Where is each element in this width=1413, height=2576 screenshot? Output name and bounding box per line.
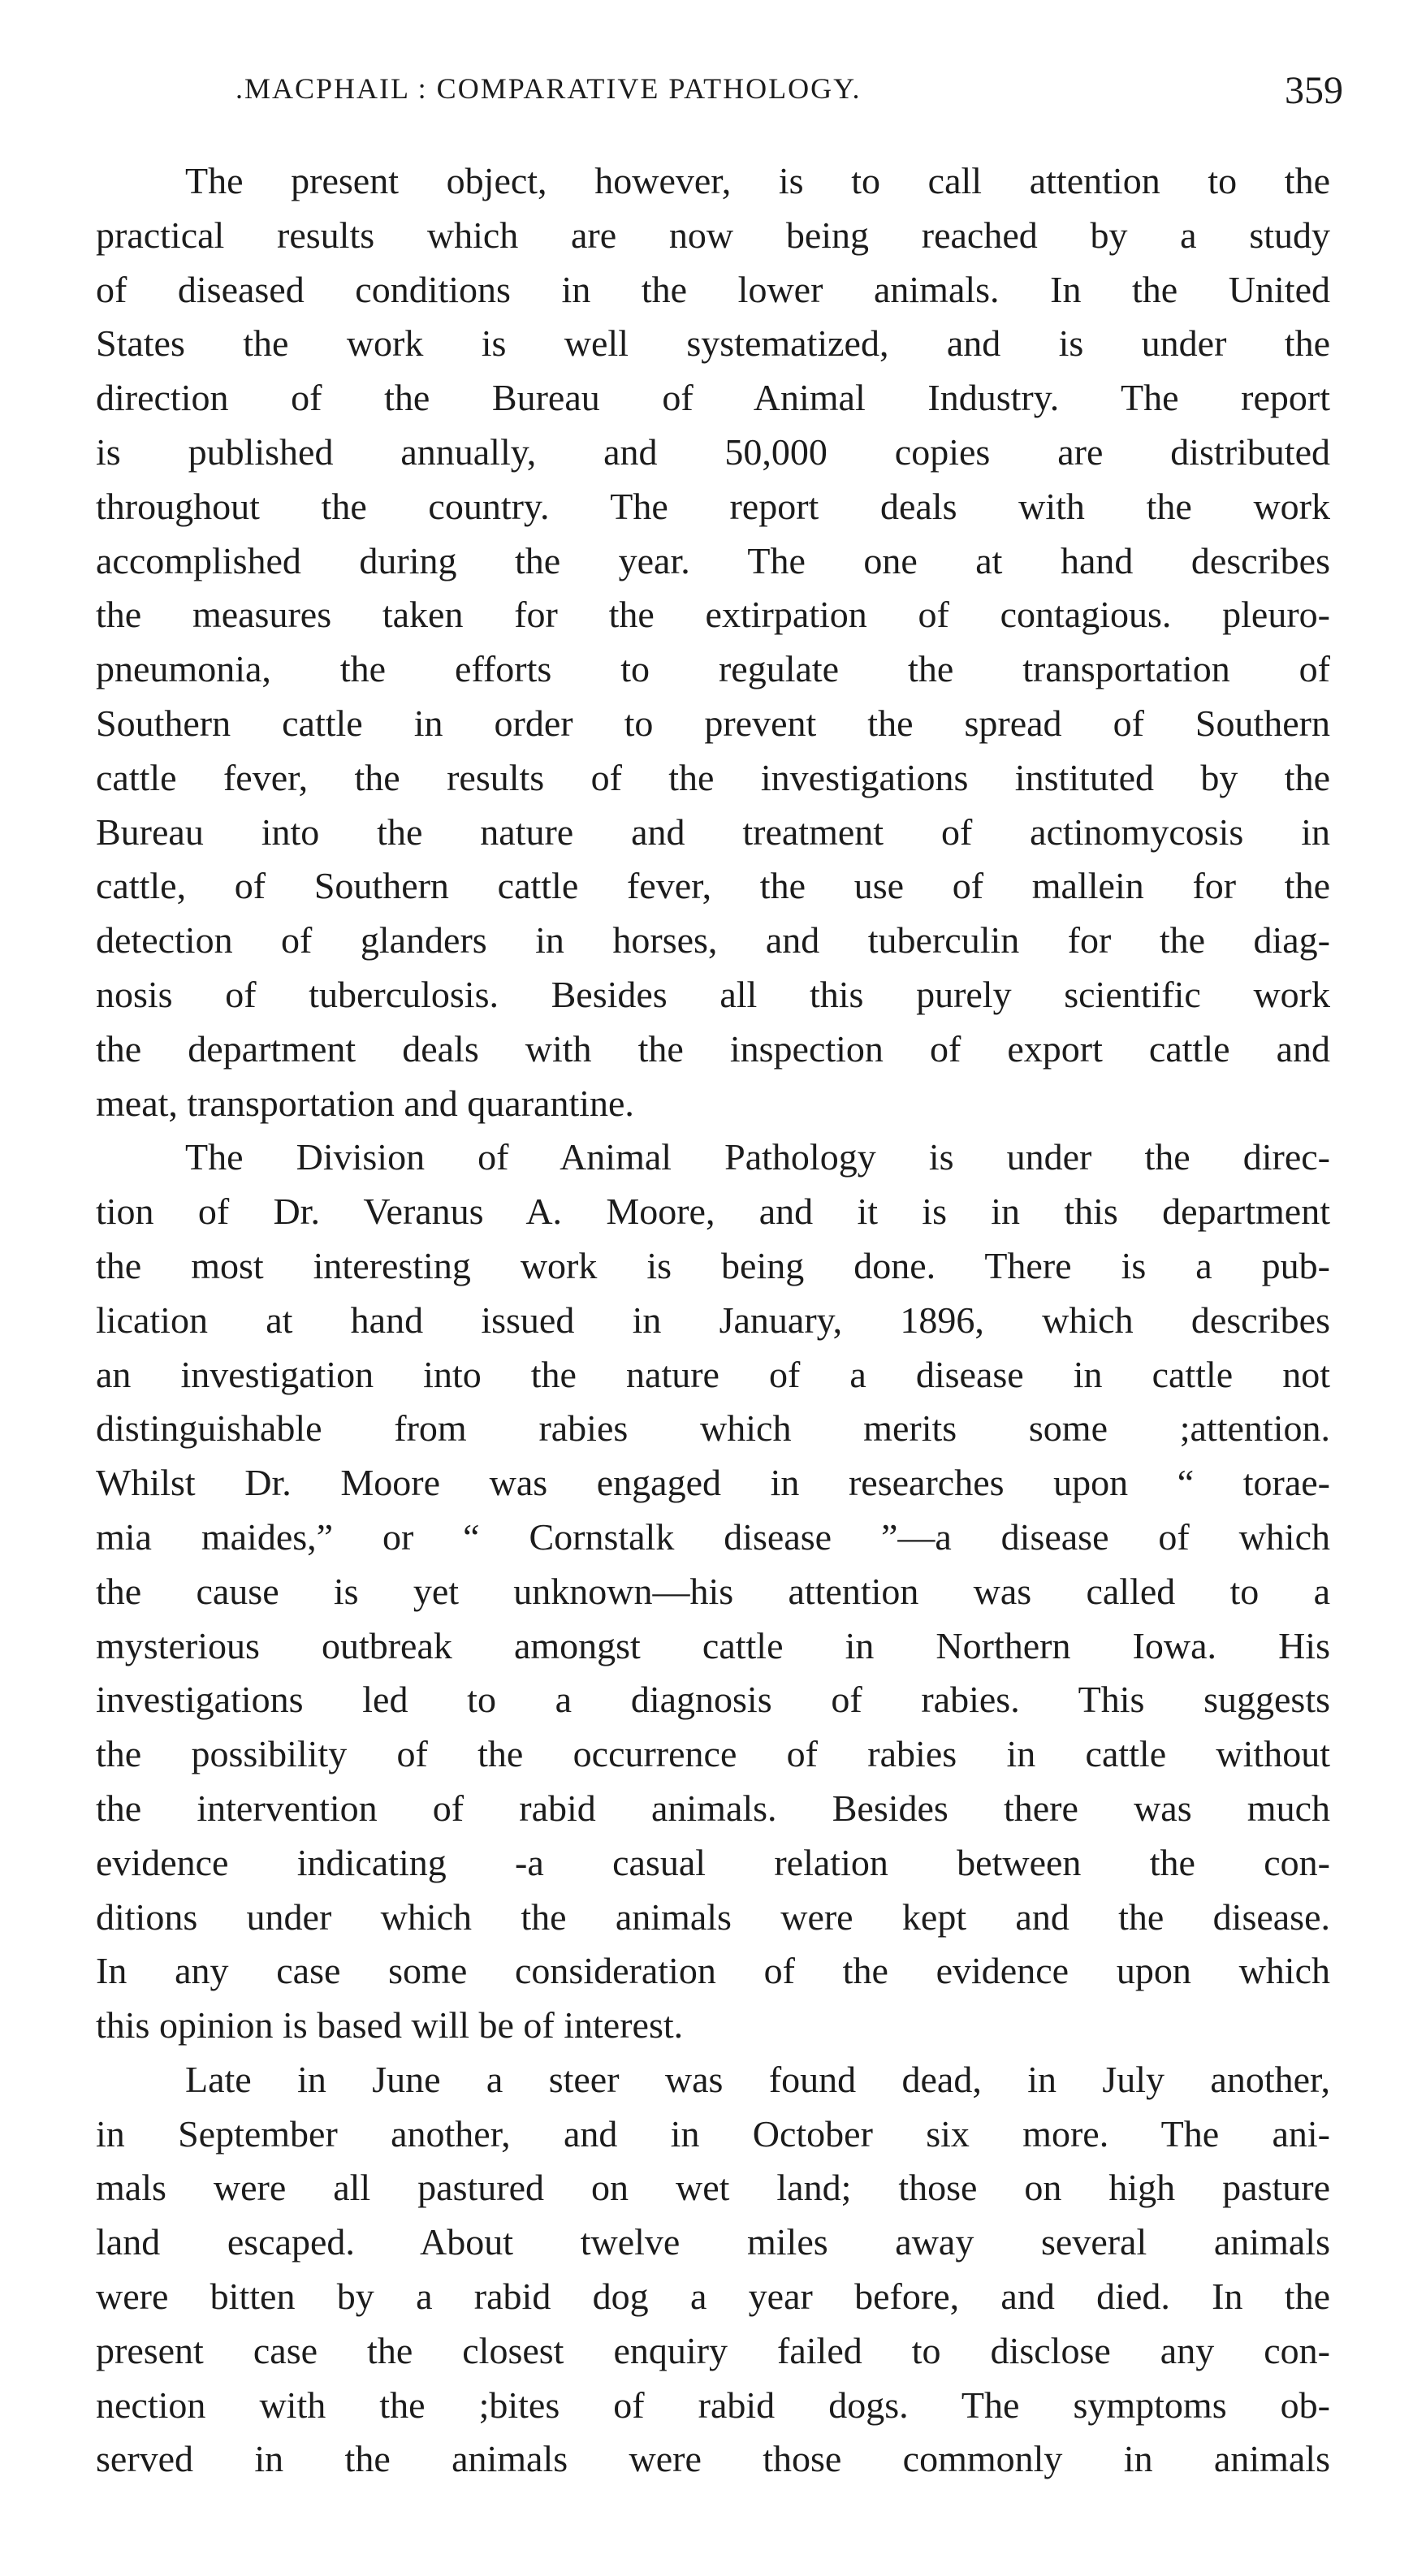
text-line: nosis of tuberculosis. Besides all this purely scientific work <box>96 973 1330 1015</box>
text-line: Bureau into the nature and treatment of actinomycosis in <box>96 810 1330 853</box>
text-line: throughout the country. The report deals with the work <box>96 485 1330 527</box>
text-line: in September another, and in October six more. The ani- <box>96 2112 1330 2155</box>
text-line: land escaped. About twelve miles away several animals <box>96 2221 1330 2263</box>
text-line: nection with the ;bites of rabid dogs. The symptoms ob- <box>96 2384 1330 2426</box>
paragraph <box>96 1130 1330 2053</box>
text-line: investigations led to a diagnosis of rabies. This suggests <box>96 1679 1330 1721</box>
text-line: served in the animals were those commonly in animals <box>96 2438 1330 2480</box>
text-line: practical results which are now being reached by a study <box>96 214 1330 256</box>
running-head: .MACPHAIL : COMPARATIVE PATHOLOGY. <box>236 72 862 105</box>
text-line: lication at hand issued in January, 1896, which describes <box>96 1299 1330 1341</box>
text-line: were bitten by a rabid dog a year before, and died. In the <box>96 2276 1330 2318</box>
text-line: mals were all pastured on wet land; those on high pasture <box>96 2167 1330 2209</box>
text-line: evidence indicating -a casual relation between the con- <box>96 1841 1330 1883</box>
text-line: tion of Dr. Veranus A. Moore, and it is in this department <box>96 1191 1330 1233</box>
text-line: is published annually, and 50,000 copies are distributed <box>96 430 1330 473</box>
text-line: the possibility of the occurrence of rabies in cattle without <box>96 1733 1330 1775</box>
text-line: of diseased conditions in the lower animals. In the United <box>96 268 1330 310</box>
text-line: present case the closest enquiry failed to disclose any con- <box>96 2329 1330 2371</box>
text-line: the department deals with the inspection of export cattle and <box>96 1027 1330 1070</box>
text-line: mia maides,” or “ Cornstalk disease ”—a disease of which <box>96 1515 1330 1558</box>
text-line: States the work is well systematized, and is under the <box>96 322 1330 365</box>
text-line: In any case some consideration of the evidence upon which <box>96 1950 1330 1992</box>
text-line: cattle, of Southern cattle fever, the use of mallein for the <box>96 865 1330 907</box>
text-line: Whilst Dr. Moore was engaged in researches upon “ torae- <box>96 1462 1330 1504</box>
text-line: an investigation into the nature of a disease in cattle not <box>96 1353 1330 1395</box>
text-line: pneumonia, the efforts to regulate the transportation of <box>96 648 1330 690</box>
text-line: mysterious outbreak amongst cattle in Northern Iowa. His <box>96 1624 1330 1666</box>
text-line: cattle fever, the results of the investigations instituted by the <box>96 756 1330 798</box>
page-number: 359 <box>1285 69 1343 112</box>
text-line: Late in June a steer was found dead, in July another, <box>185 2058 1330 2100</box>
text-line: meat, transportation and quarantine. <box>96 1082 634 1124</box>
text-line: The present object, however, is to call attention to the <box>185 160 1330 201</box>
text-line: the measures taken for the extirpation of contagious. pleuro- <box>96 594 1330 636</box>
text-line: the most interesting work is being done. There is a pub- <box>96 1244 1330 1286</box>
paragraph <box>96 2053 1330 2487</box>
text-line: direction of the Bureau of Animal Industry. The report <box>96 377 1330 419</box>
body-text <box>96 154 1330 2487</box>
text-line: distinguishable from rabies which merits some ;attention. <box>96 1407 1330 1450</box>
text-line: the intervention of rabid animals. Besides there was much <box>96 1787 1330 1829</box>
paragraph <box>96 154 1330 1130</box>
text-line: detection of glanders in horses, and tuberculin for the diag- <box>96 919 1330 962</box>
text-line: accomplished during the year. The one at hand describes <box>96 539 1330 581</box>
text-line: The Division of Animal Pathology is under the direc- <box>185 1136 1330 1178</box>
text-line: the cause is yet unknown—his attention was called to a <box>96 1570 1330 1612</box>
page-header <box>0 71 1413 123</box>
text-line: ditions under which the animals were kept and the disease. <box>96 1895 1330 1938</box>
text-line: Southern cattle in order to prevent the spread of Southern <box>96 702 1330 744</box>
text-line: this opinion is based will be of interest. <box>96 2004 684 2047</box>
